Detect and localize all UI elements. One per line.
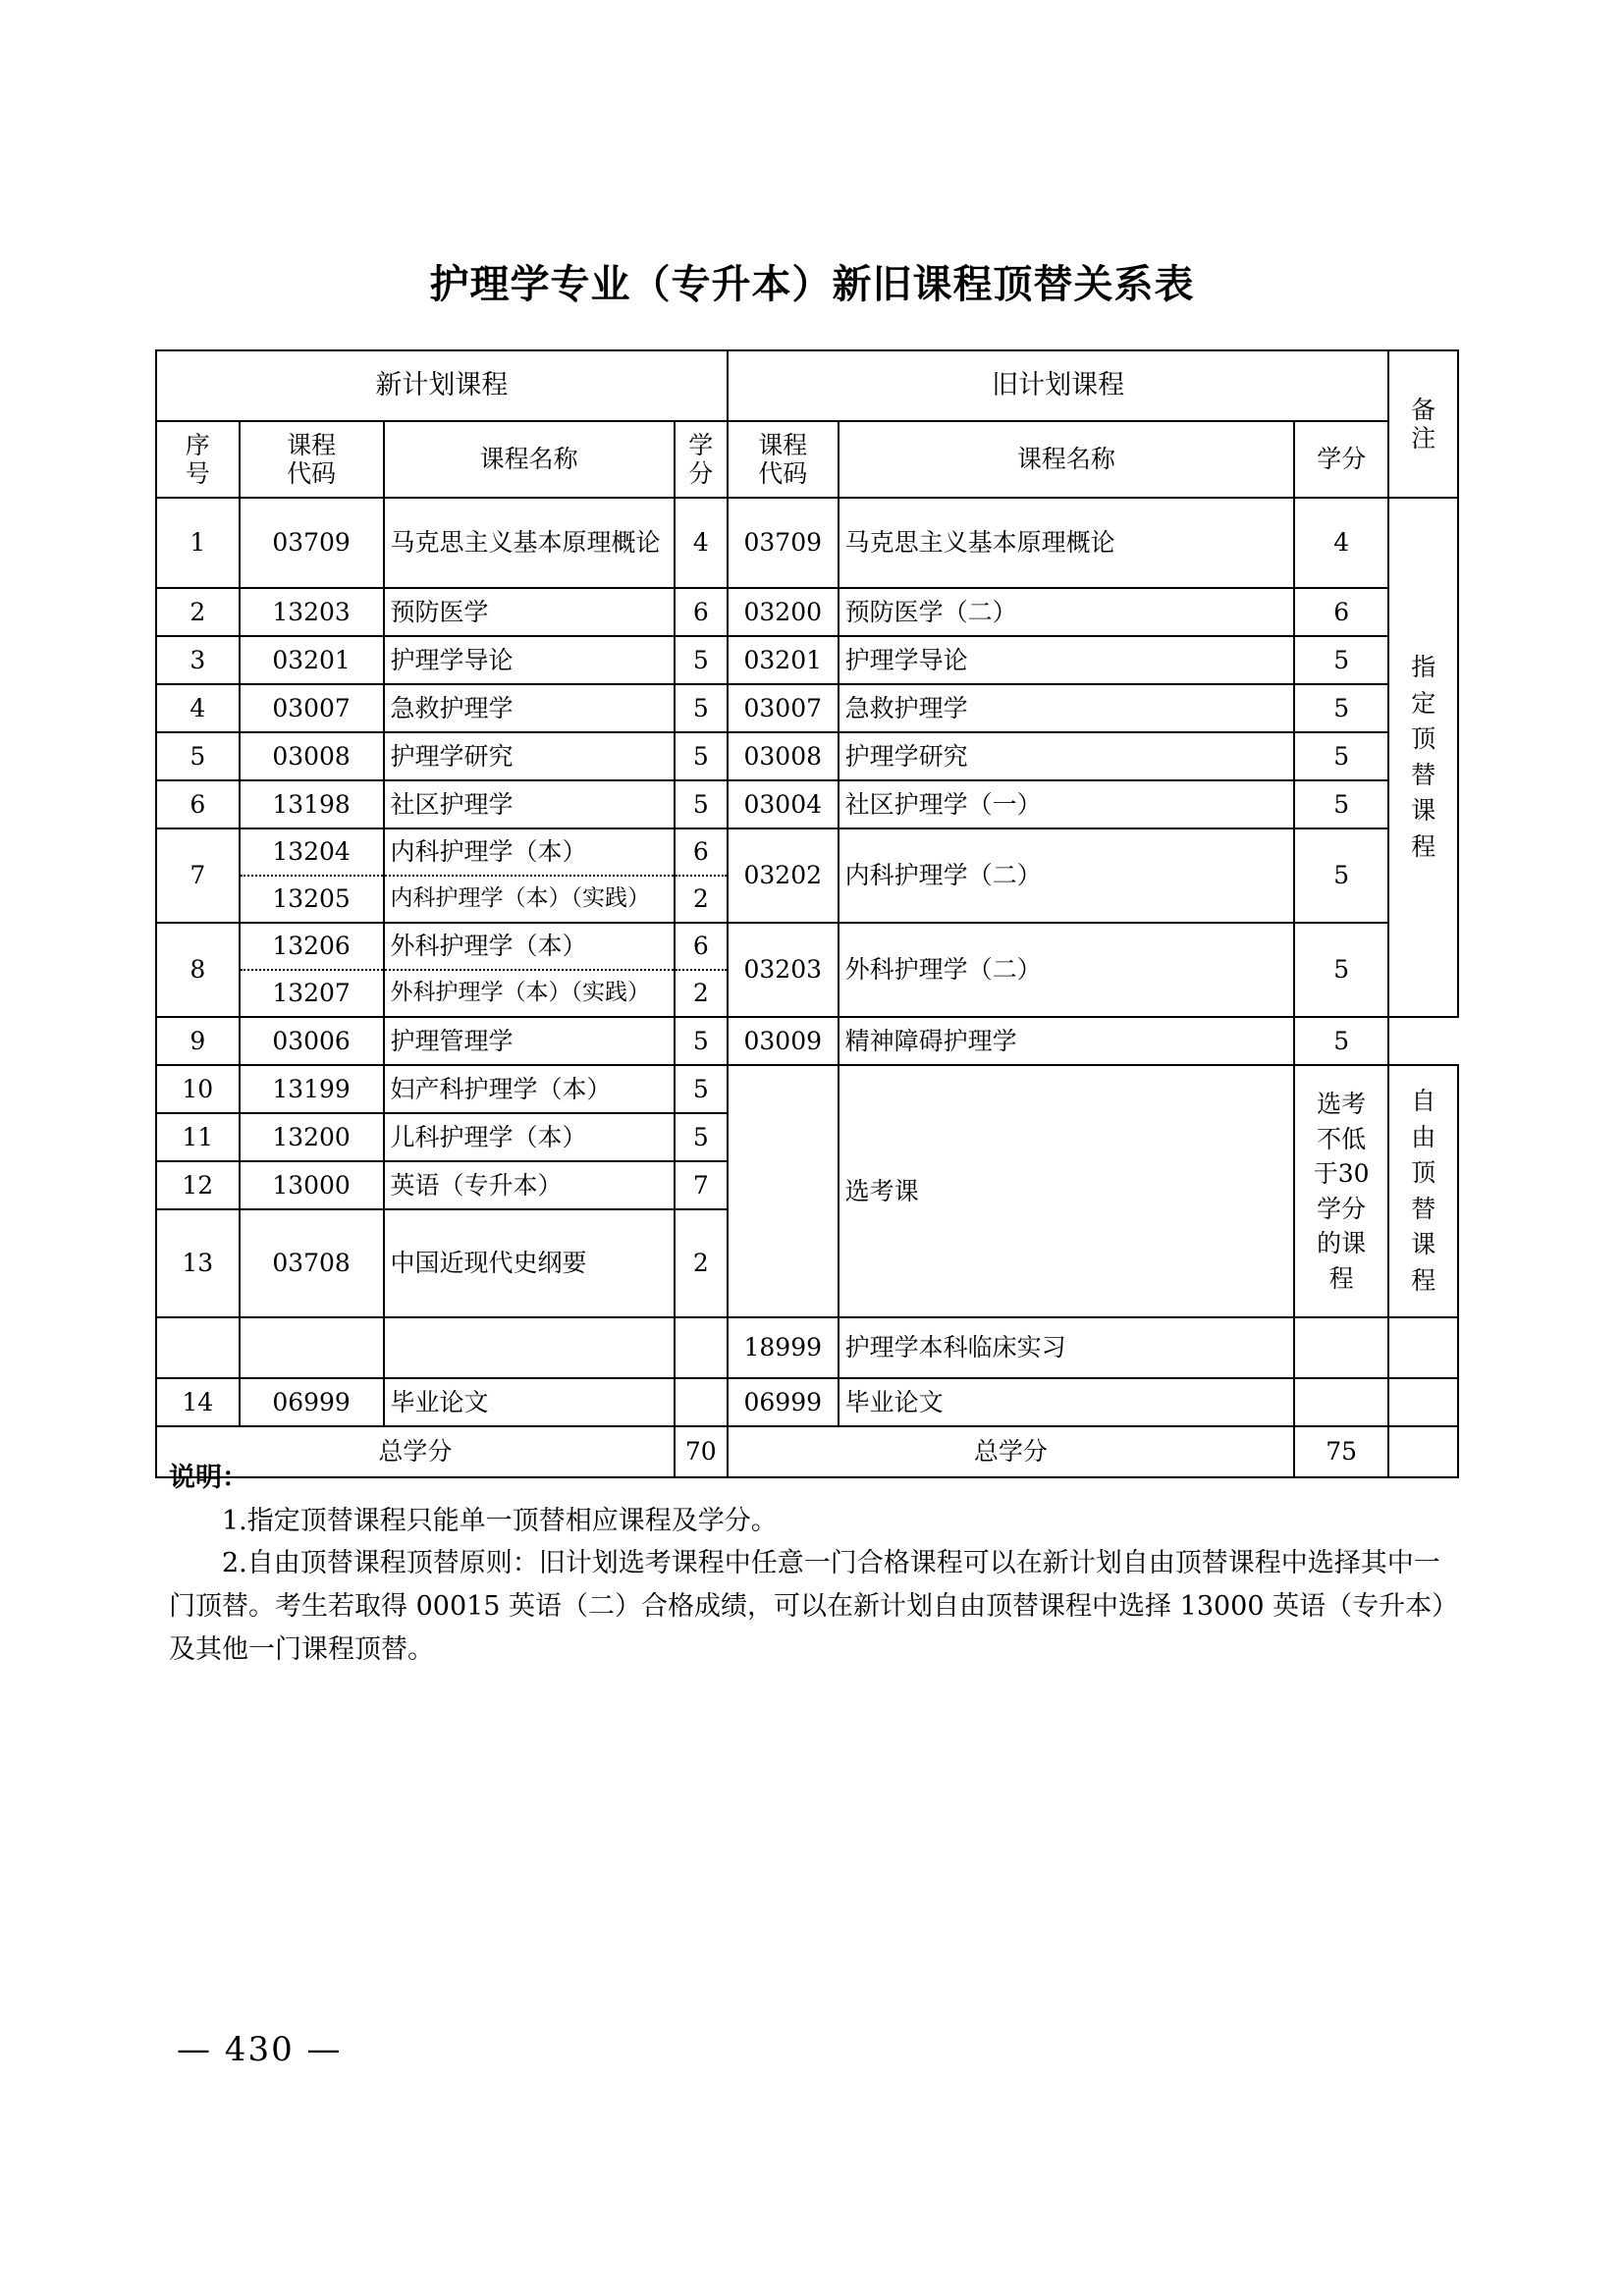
cell-new-name: 急救护理学: [384, 684, 675, 732]
cell-old-code: 18999: [728, 1317, 839, 1378]
cell-old-credit: 5: [1294, 780, 1388, 828]
cell-old-credit: 5: [1294, 923, 1388, 1017]
col-header-new-code: 课程代码: [240, 421, 384, 498]
cell-new-credit: 4: [675, 498, 728, 588]
cell-new-credit: 5: [675, 1017, 728, 1065]
cell-old-name: 毕业论文: [839, 1378, 1294, 1426]
cell-new-code: 13199: [240, 1065, 384, 1113]
cell-new-name: 内科护理学（本）: [384, 828, 675, 876]
cell-new-credit: 5: [675, 1113, 728, 1161]
cell-new-code: 03201: [240, 636, 384, 684]
cell-seq: 6: [156, 780, 240, 828]
cell-new-name: 预防医学: [384, 588, 675, 636]
table-row: [156, 828, 1458, 876]
cell-old-credit: 5: [1294, 828, 1388, 923]
cell-new-name: 毕业论文: [384, 1378, 675, 1426]
cell-seq: 14: [156, 1378, 240, 1426]
cell-seq: 7: [156, 828, 240, 923]
cell-new-credit: 2: [675, 876, 728, 923]
table-row: [156, 923, 1458, 970]
cell-old-credit: 5: [1294, 636, 1388, 684]
table-row: [156, 732, 1458, 780]
cell-old-credit: 4: [1294, 498, 1388, 588]
cell-new-name: 护理管理学: [384, 1017, 675, 1065]
cell-new-code: 03008: [240, 732, 384, 780]
table-group-header-row: [156, 350, 1458, 421]
cell-new-code: [240, 1317, 384, 1378]
table-row: [156, 684, 1458, 732]
totals-label-new: 总学分: [156, 1426, 675, 1477]
cell-old-name: 内科护理学（二）: [839, 828, 1294, 923]
cell-new-credit: [675, 1317, 728, 1378]
cell-new-credit: 6: [675, 588, 728, 636]
table-row: [156, 780, 1458, 828]
cell-new-code: 13207: [240, 970, 384, 1017]
cell-new-code: 13205: [240, 876, 384, 923]
cell-new-credit: 5: [675, 780, 728, 828]
cell-old-credit: 5: [1294, 684, 1388, 732]
cell-new-credit: 5: [675, 1065, 728, 1113]
table-row: [156, 636, 1458, 684]
cell-new-credit: 2: [675, 1209, 728, 1317]
cell-new-credit: 6: [675, 923, 728, 970]
cell-seq: 3: [156, 636, 240, 684]
cell-seq: 10: [156, 1065, 240, 1113]
cell-old-name: 护理学研究: [839, 732, 1294, 780]
cell-old-name: 预防医学（二）: [839, 588, 1294, 636]
cell-seq: 1: [156, 498, 240, 588]
cell-new-credit: 7: [675, 1161, 728, 1209]
cell-old-code: 03201: [728, 636, 839, 684]
cell-old-name: 护理学导论: [839, 636, 1294, 684]
cell-new-code: 03006: [240, 1017, 384, 1065]
notes-section: [169, 1457, 1465, 1672]
totals-value-old: 75: [1294, 1426, 1388, 1477]
col-header-new-name: 课程名称: [384, 421, 675, 498]
cell-new-name: 护理学导论: [384, 636, 675, 684]
elective-credit-note-text: 选考不低于30学分的课程: [1313, 1090, 1370, 1293]
cell-new-code: 13200: [240, 1113, 384, 1161]
cell-seq: 9: [156, 1017, 240, 1065]
cell-old-credit: 5: [1294, 1017, 1388, 1065]
cell-new-name: 外科护理学（本）（实践）: [384, 970, 675, 1017]
course-substitution-table-wrapper: [155, 349, 1459, 1478]
cell-new-credit: 5: [675, 684, 728, 732]
cell-old-code: 03709: [728, 498, 839, 588]
cell-new-name: 社区护理学: [384, 780, 675, 828]
cell-new-name: 内科护理学（本）（实践）: [384, 876, 675, 923]
elective-old-code-cell: [728, 1065, 839, 1317]
col-header-old-credit: 学分: [1294, 421, 1388, 498]
note-item-1: 1.指定顶替课程只能单一顶替相应课程及学分。: [222, 1505, 778, 1536]
cell-old-code: 03202: [728, 828, 839, 923]
cell-new-credit: 2: [675, 970, 728, 1017]
cell-old-name: 社区护理学（一）: [839, 780, 1294, 828]
cell-old-credit: 5: [1294, 732, 1388, 780]
cell-seq: 2: [156, 588, 240, 636]
table-row: [156, 1065, 1458, 1113]
cell-new-code: 13204: [240, 828, 384, 876]
cell-old-code: 06999: [728, 1378, 839, 1426]
cell-old-name: 急救护理学: [839, 684, 1294, 732]
cell-new-name: 护理学研究: [384, 732, 675, 780]
cell-seq: 8: [156, 923, 240, 1017]
elective-credit-note-cell: [1294, 1065, 1388, 1317]
cell-new-name: 妇产科护理学（本）: [384, 1065, 675, 1113]
cell-new-code: 13198: [240, 780, 384, 828]
table-row: [156, 1378, 1458, 1426]
cell-old-code: 03008: [728, 732, 839, 780]
cell-new-credit: 6: [675, 828, 728, 876]
cell-old-credit: [1294, 1317, 1388, 1378]
cell-old-code: 03200: [728, 588, 839, 636]
course-substitution-table: [155, 349, 1459, 1478]
cell-new-credit: [675, 1378, 728, 1426]
cell-new-code: 13206: [240, 923, 384, 970]
elective-name-cell: 选考课: [839, 1065, 1294, 1317]
cell-new-name: 儿科护理学（本）: [384, 1113, 675, 1161]
table-column-header-row: [156, 421, 1458, 498]
cell-old-name: 护理学本科临床实习: [839, 1317, 1294, 1378]
remark-header-text: 备注: [1411, 395, 1436, 453]
cell-seq: 13: [156, 1209, 240, 1317]
cell-old-code: 03007: [728, 684, 839, 732]
cell-seq: 4: [156, 684, 240, 732]
cell-seq: 5: [156, 732, 240, 780]
cell-new-name: 中国近现代史纲要: [384, 1209, 675, 1317]
cell-new-name: 英语（专升本）: [384, 1161, 675, 1209]
cell-new-code: 13203: [240, 588, 384, 636]
cell-new-code: 03708: [240, 1209, 384, 1317]
cell-new-code: 06999: [240, 1378, 384, 1426]
page-title: 护理学专业（专升本）新旧课程顶替关系表: [429, 261, 1195, 307]
remark-free-text: 自由顶替课程: [1411, 1087, 1436, 1295]
cell-old-credit: 6: [1294, 588, 1388, 636]
cell-old-name: 马克思主义基本原理概论: [839, 498, 1294, 588]
cell-old-code: 03004: [728, 780, 839, 828]
cell-old-name: 精神障碍护理学: [839, 1017, 1294, 1065]
group-header-old-plan: 旧计划课程: [728, 350, 1389, 421]
cell-new-name: 外科护理学（本）: [384, 923, 675, 970]
cell-new-code: 03007: [240, 684, 384, 732]
col-header-new-credit: 学分: [675, 421, 728, 498]
cell-new-code: 03709: [240, 498, 384, 588]
table-row: [156, 1017, 1458, 1065]
cell-seq: 11: [156, 1113, 240, 1161]
cell-seq: 12: [156, 1161, 240, 1209]
cell-remark: [1388, 1378, 1458, 1426]
page-number: — 430 —: [177, 2030, 343, 2069]
cell-new-name: 马克思主义基本原理概论: [384, 498, 675, 588]
remark-designated-text: 指定顶替课程: [1411, 653, 1436, 861]
cell-old-name: 外科护理学（二）: [839, 923, 1294, 1017]
table-row: [156, 1317, 1458, 1378]
note-item-2: 2.自由顶替课程顶替原则：旧计划选考课程中任意一门合格课程可以在新计划自由顶替课程中选择其中一门顶替。考生若取得 00015 英语（二）合格成绩，可以在新计划自由顶替课程中选择 13000 英语（专升本）及其他一门课程顶替。: [169, 1548, 1459, 1665]
col-header-old-name: 课程名称: [839, 421, 1294, 498]
remark-designated-cell: [1388, 498, 1458, 1017]
totals-value-new: 70: [675, 1426, 728, 1477]
totals-label-old: 总学分: [728, 1426, 1294, 1477]
cell-seq: [156, 1317, 240, 1378]
col-header-old-code: 课程代码: [728, 421, 839, 498]
cell-new-code: 13000: [240, 1161, 384, 1209]
table-row: [156, 588, 1458, 636]
cell-new-name: [384, 1317, 675, 1378]
cell-old-code: 03203: [728, 923, 839, 1017]
cell-remark: [1388, 1317, 1458, 1378]
cell-new-credit: 5: [675, 732, 728, 780]
cell-old-credit: [1294, 1378, 1388, 1426]
remark-free-cell: [1388, 1065, 1458, 1317]
cell-old-code: 03009: [728, 1017, 839, 1065]
notes-heading: 说明：: [169, 1463, 248, 1493]
table-row: [156, 498, 1458, 588]
group-header-remark: [1388, 350, 1458, 498]
col-header-seq: 序号: [156, 421, 240, 498]
cell-new-credit: 5: [675, 636, 728, 684]
group-header-new-plan: 新计划课程: [156, 350, 728, 421]
